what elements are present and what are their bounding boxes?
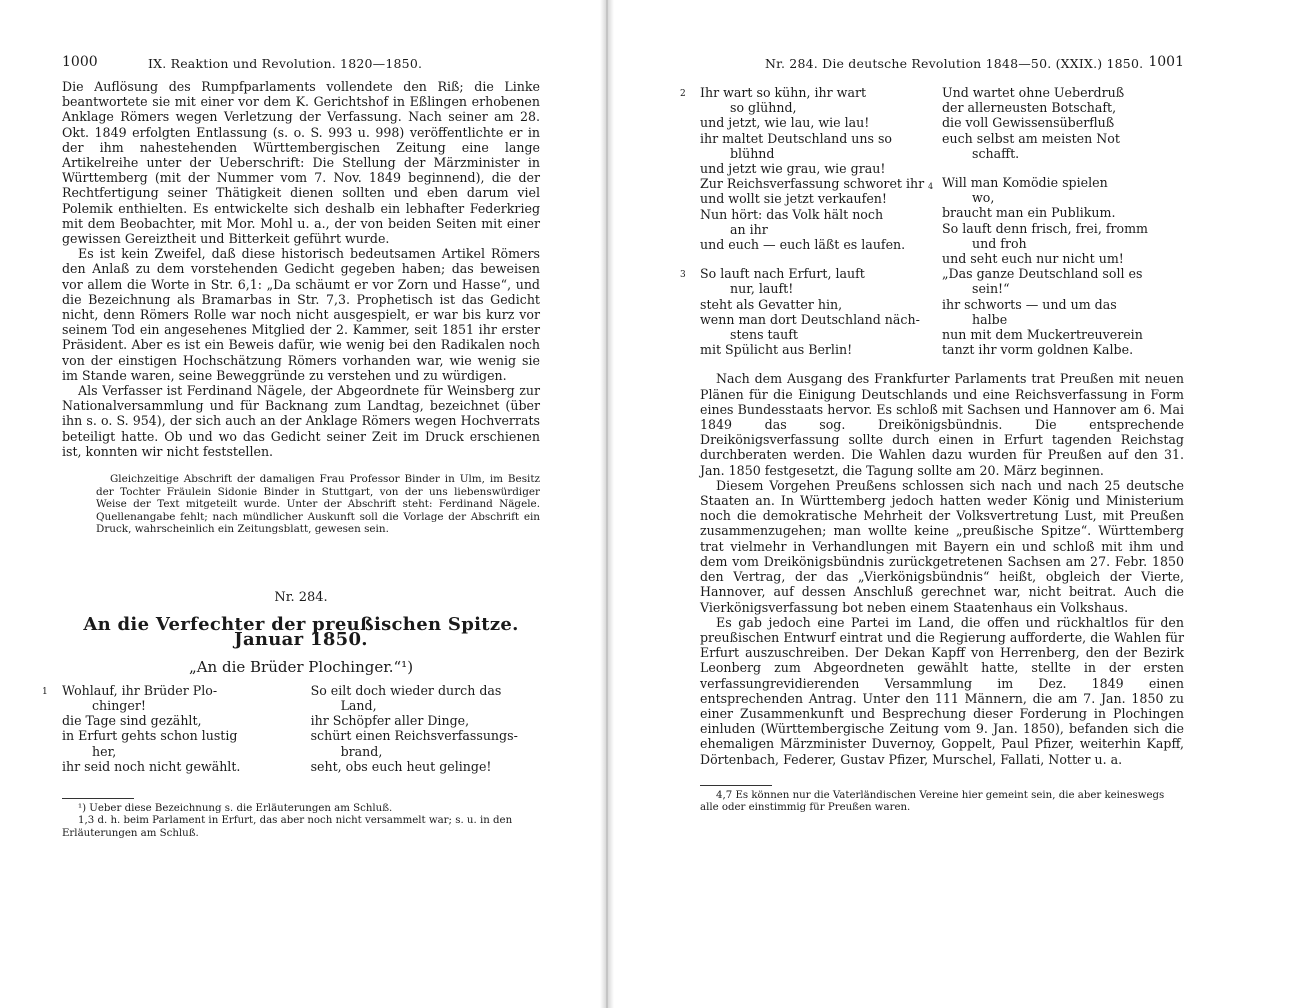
verse-line: ihr Schöpfer aller Dinge,: [310, 713, 470, 729]
verse-line: Ihr wart so kühn, ihr wart: [700, 85, 867, 100]
right-footnote: 4,7 Es können nur die Vaterländischen Vereine hier gemeint sein, die aber keineswegs alle oder einstimmig für Preußen waren.: [700, 789, 1165, 814]
stanza-1-column-1: [42, 682, 291, 774]
verse-line: chinger!: [92, 698, 146, 714]
stanza-1: [42, 682, 540, 774]
right-body-text: [700, 371, 1184, 766]
stanza-2-number: 2: [680, 89, 686, 99]
verse-line: schafft.: [972, 145, 1020, 161]
verse-line: nun mit dem Muckertreuverein: [942, 327, 1143, 343]
verse-line: in Erfurt gehts schon lustig: [62, 728, 238, 744]
poem-continuation: [680, 85, 1184, 358]
right-running-head: [700, 55, 1184, 79]
verse-line: wo,: [972, 190, 995, 206]
verse-line: mit Spülicht aus Berlin!: [700, 342, 853, 358]
stanza-3-continued: [942, 85, 1184, 161]
left-footnote-1: ¹) Ueber diese Bezeichnung s. die Erläuterungen am Schluß.: [78, 803, 393, 815]
left-paragraph-1: Die Auflösung des Rumpfparlaments vollendete den Riß; die Linke beantwortete sie mit einer vor dem K. Gerichtshof in Eßlingen erhobenen Anklage Römers wegen Verletzung der Verfassung. Nach seiner am 28. Okt. 1849 erfolgten Entlassung (s. o. S. 993 u. 998) veröffentlichte er in der ihm nahestehenden Württembergischen Zeitung eine lange Artikelreihe unter der Ueberschrift: Die Stellung der Märzminister in Württemberg (mit der Nummer vom 7. Nov. 1849 beginnend), die der Rechtfertigung seiner Thätigkeit dienen sollten und eben darum viel Polemik enthielten. Es entwickelte sich deshalb ein lebhafter Federkrieg mit dem Beobachter, mit Mor. Mohl u. a., der von beiden Seiten mit einer gewissen Gereiztheit und Bitterkeit geführt wurde.: [62, 79, 540, 247]
verse-line: stens tauft: [730, 327, 798, 343]
verse-line: Wohlauf, ihr Brüder Plo-: [62, 682, 218, 698]
stanza-3-number: 3: [680, 270, 686, 281]
verse-line: die voll Gewissensüberfluß: [942, 115, 1115, 131]
verse-line: „Das ganze Deutschland soll es: [942, 266, 1143, 282]
verse-line: der allerneusten Botschaft,: [942, 100, 1117, 116]
book-gutter: [600, 0, 614, 1008]
verse-line: tanzt ihr vorm goldnen Kalbe.: [942, 342, 1134, 358]
verse-line: steht als Gevatter hin,: [700, 296, 843, 312]
verse-line: brand,: [340, 743, 383, 759]
poem-subtitle: „An die Brüder Plochinger.“¹): [188, 657, 414, 676]
verse-line: euch selbst am meisten Not: [942, 130, 1120, 146]
poem-number: Nr. 284.: [274, 590, 328, 606]
left-paragraph-3: Als Verfasser ist Ferdinand Nägele, der Abgeordnete für Weinsberg zur Nationalversammlung und für Backnang zum Landtag, bezeichnet (über ihn s. o. S. 954), der sich auch an der Anklage Römers wegen Hochverrats beteiligt hatte. Ob und wo das Gedicht seiner Zeit im Druck erschienen ist, konnten wir nicht feststellen.: [62, 383, 540, 459]
verse-line: und froh: [972, 235, 1027, 251]
left-page-number: 1000: [62, 54, 98, 70]
verse-line: ihr schworts — und um das: [942, 296, 1117, 312]
verse-line: Will man Komödie spielen: [942, 175, 1108, 191]
verse-line: So eilt doch wieder durch das: [310, 682, 502, 698]
left-paragraph-2: Es ist kein Zweifel, daß diese historisch bedeutsamen Artikel Römers den Anlaß zu dem vorstehenden Gedicht gegeben haben; das beweisen vor allem die Worte in Str. 6,1: „Da schäumt er vor Zorn und Hasse“, und die Bezeichnung als Bramarbas in Str. 7,3. Prophetisch ist das Gedicht nicht, denn Römers Rolle war noch nicht ausgespielt, er war bis kurz vor seinem Tod ein angesehenes Mitglied der 2. Kammer, seit 1851 ihr erster Präsident. Aber es ist ein Beweis dafür, wie wenig bei den Radikalen noch von der einstigen Hochschätzung Römers vorhanden war, wie wenig sie im Stande waren, seine Beweggründe zu verstehen und zu würdigen.: [62, 246, 540, 383]
verse-line: Land,: [340, 698, 377, 714]
left-running-head: [62, 55, 540, 79]
left-page: [42, 54, 540, 840]
verse-line: Nun hört: das Volk hält noch: [700, 206, 884, 222]
poem-title: An die Verfechter der preußischen Spitze. Januar 1850.: [83, 614, 519, 651]
verse-line: So lauft denn frisch, frei, fromm: [942, 220, 1148, 236]
stanza-4-number: 4: [928, 182, 934, 192]
verse-line: her,: [92, 743, 117, 759]
poem-column-right: [928, 85, 1184, 358]
verse-line: ihr seid noch nicht gewählt.: [62, 758, 241, 774]
right-running-title: Nr. 284. Die deutsche Revolution 1848—50. (XXIX.) 1850.: [765, 56, 1144, 71]
footnote-rule: [700, 785, 772, 786]
right-paragraph-1: Nach dem Ausgang des Frankfurter Parlaments trat Preußen mit neuen Plänen für die Einigung Deutschlands und eine Reichsverfassung in Form eines Bundesstaats hervor. Es schloß mit Sachsen und Hannover am 6. Mai 1849 das sog. Dreikönigsbündnis. Die entsprechende Dreikönigsverfassung sollte durch einen in Erfurt tagenden Reichstag durchberaten werden. Die Wahlen dazu wurden für Preußen auf den 31. Jan. 1850 festgesetzt, die Tagung sollte am 20. März beginnen.: [700, 371, 1184, 478]
verse-line: und euch — euch läßt es laufen.: [700, 237, 906, 253]
footnote-rule: [62, 798, 134, 799]
stanza-4: [928, 175, 1184, 358]
stanza-1-column-2: [311, 683, 540, 774]
right-paragraph-2: Diesem Vorgehen Preußens schlossen sich nach und nach 25 deutsche Staaten an. In Württemberg jedoch hatten weder König und Ministerium noch die demokratische Mehrheit der Volksvertretung Lust, mit Preußen zusammenzugehen; man wollte keine „preußische Spitze“. Württemberg trat vielmehr in Verhandlungen mit Bayern ein und schloß mit ihm und dem vom Dreikönigsbündnis zurückgetretenen Sachsen am 27. Febr. 1850 den Vertrag, der das „Vierkönigsbündnis“ heißt, obgleich der Vierte, Hannover, auf dessen Anschluß gerechnet war, nicht beitrat. Auch die Vierkönigsverfassung bot neben einem Staatenhaus ein Volkshaus.: [700, 477, 1184, 615]
verse-line: und jetzt, wie lau, wie lau!: [700, 115, 870, 131]
verse-line: wenn man dort Deutschland näch-: [700, 311, 920, 327]
verse-line: die Tage sind gezählt,: [62, 713, 202, 729]
verse-line: halbe: [972, 311, 1008, 327]
right-page-number: 1001: [1148, 54, 1184, 70]
verse-line: sein!“: [972, 281, 1010, 297]
verse-line: Und wartet ohne Ueberdruß: [942, 85, 1125, 100]
right-page: [680, 54, 1184, 815]
verse-line: schürt einen Reichsverfassungs-: [310, 728, 518, 744]
stanza-2: [680, 85, 942, 253]
verse-line: braucht man ein Publikum.: [942, 205, 1116, 221]
left-footnote-2: 1,3 d. h. beim Parlament in Erfurt, das aber noch nicht versammelt war; s. u. in den Erläuterungen am Schluß.: [62, 815, 513, 839]
verse-line: und jetzt wie grau, wie grau!: [700, 161, 886, 177]
verse-line: ihr maltet Deutschland uns so: [700, 130, 893, 146]
verse-line: seht, obs euch heut gelinge!: [310, 758, 492, 774]
verse-line: und wollt sie jetzt verkaufen!: [700, 191, 887, 207]
left-running-title: IX. Reaktion und Revolution. 1820—1850.: [148, 56, 423, 71]
verse-line: Zur Reichsverfassung schworet ihr: [700, 176, 925, 192]
stanza-1-number: 1: [42, 686, 48, 697]
verse-line: und seht euch nur nicht um!: [942, 251, 1124, 267]
poem-column-left: [680, 85, 942, 358]
verse-line: So lauft nach Erfurt, lauft: [700, 266, 865, 282]
verse-line: blühnd: [730, 145, 775, 161]
verse-line: an ihr: [730, 221, 768, 237]
right-paragraph-3: Es gab jedoch eine Partei im Land, die offen und rückhaltlos für den preußischen Entwurf eintrat und die Regierung aufforderte, die Wahlen für Erfurt auszuschreiben. Der Dekan Kapff von Herrenberg, den der Bezirk Leonberg zum Abgeordneten gewählt hatte, stellte in der ersten verfassungrevidierenden Versammlung im Dez. 1849 einen entsprechenden Antrag. Unter den 111 Männern, die am 7. Jan. 1850 zu einer Zusammenkunft und Besprechung dieser Forderung in Plochingen einluden (Württembergische Zeitung vom 9. Jan. 1850), befanden sich die ehemaligen Märzminister Duvernoy, Goppelt, Paul Pfizer, weiterhin Kapff, Dörtenbach, Federer, Gustav Pfizer, Murschel, Fallati, Notter u. a.: [700, 614, 1184, 767]
verse-line: so glühnd,: [730, 100, 797, 116]
verse-line: nur, lauft!: [730, 281, 794, 297]
source-note: Gleichzeitige Abschrift der damaligen Frau Professor Binder in Ulm, im Besitz der Tochter Fräulein Sidonie Binder in Stuttgart, von der uns liebenswürdiger Weise der Text mitgeteilt wurde. Unter der Abschrift steht: Ferdinand Nägele. Quellenangabe fehlt; nach mündlicher Auskunft soll die Vorlage der Abschrift ein Druck, wahrscheinlich ein Zeitungsblatt, gewesen sein.: [96, 473, 540, 536]
stanza-3: [680, 266, 942, 358]
